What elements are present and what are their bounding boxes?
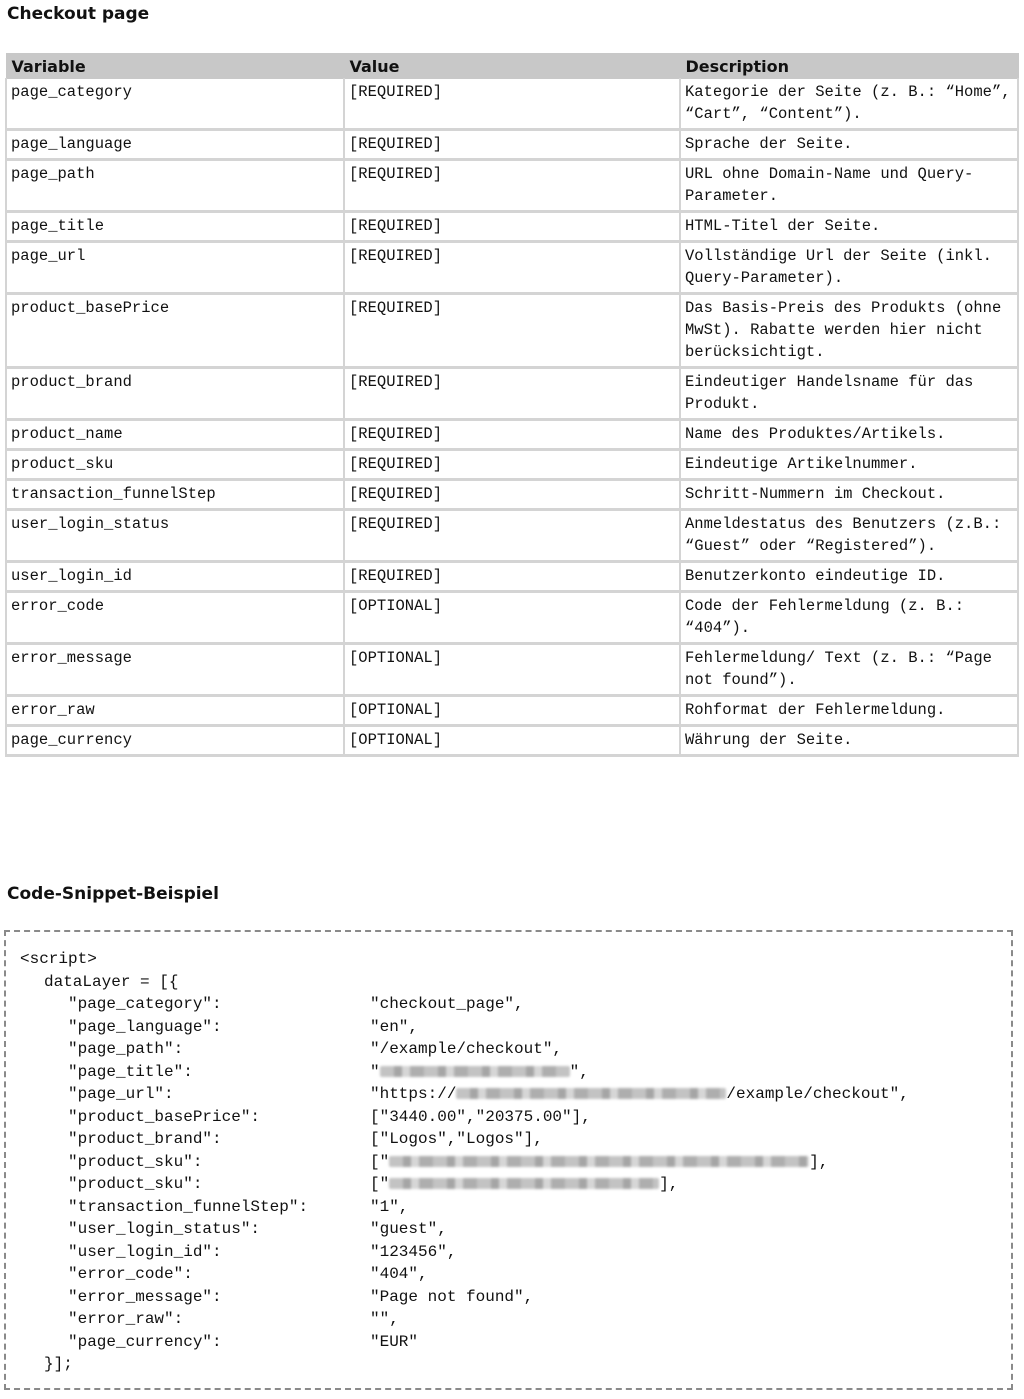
code-line [20, 1173, 909, 1196]
description-cell: Das Basis-Preis des Produkts (ohne MwSt). Rabatte werden hier nicht berücksichtigt. [680, 294, 1018, 368]
header-value: Value [344, 54, 680, 79]
description-cell: Anmeldestatus des Benutzers (z.B.: “Guest” oder “Registered”). [680, 510, 1018, 562]
code-key: "page_path": [68, 1040, 184, 1058]
description-cell: Kategorie der Seite (z. B.: “Home”, “Cart”, “Content”). [680, 79, 1018, 130]
value-cell: [REQUIRED] [344, 480, 680, 510]
variable-cell: transaction_funnelStep [6, 480, 344, 510]
value-cell: [REQUIRED] [344, 510, 680, 562]
value-cell: [OPTIONAL] [344, 726, 680, 756]
code-key: "page_currency": [68, 1332, 222, 1351]
code-value: "1", [370, 1197, 409, 1216]
variable-cell: page_category [6, 79, 344, 130]
code-key: "error_message": [68, 1287, 222, 1306]
header-description: Description [680, 54, 1018, 79]
code-value: "en", [370, 1017, 419, 1036]
variable-cell: error_code [6, 592, 344, 644]
value-cell: [REQUIRED] [344, 562, 680, 592]
variables-table [5, 53, 1019, 757]
variable-cell: product_sku [6, 450, 344, 480]
code-value-suffix: ], [809, 1152, 829, 1171]
code-key: "page_language": [68, 1017, 222, 1036]
table-row [6, 592, 1018, 644]
code-snippet-box [4, 930, 1013, 1390]
value-cell: [REQUIRED] [344, 368, 680, 420]
code-snippet-heading: Code-Snippet-Beispiel [7, 884, 219, 904]
variable-cell: product_basePrice [6, 294, 344, 368]
table-body [6, 79, 1018, 756]
code-value-prefix: [" [370, 1175, 390, 1193]
table-row [6, 79, 1018, 130]
code-open-line: dataLayer = [{ [44, 972, 179, 991]
variable-cell: user_login_id [6, 562, 344, 592]
code-line [20, 1218, 909, 1241]
variable-cell: error_message [6, 644, 344, 696]
code-block [20, 948, 909, 1376]
code-value-suffix: ", [569, 1062, 589, 1081]
variable-cell: page_title [6, 212, 344, 242]
value-cell: [OPTIONAL] [344, 644, 680, 696]
code-value-prefix: "https:// [370, 1085, 457, 1103]
code-value: "/example/checkout", [370, 1040, 563, 1058]
table-row [6, 212, 1018, 242]
description-cell: URL ohne Domain-Name und Query-Parameter. [680, 160, 1018, 212]
code-close-line: }]; [44, 1355, 73, 1373]
code-key: "user_login_status": [68, 1220, 261, 1238]
value-cell: [REQUIRED] [344, 294, 680, 368]
variable-cell: page_path [6, 160, 344, 212]
code-line [20, 1083, 909, 1106]
variable-cell: page_language [6, 130, 344, 160]
variable-cell: error_raw [6, 696, 344, 726]
redacted-value [456, 1088, 726, 1099]
redacted-value [380, 1066, 570, 1077]
value-cell: [OPTIONAL] [344, 696, 680, 726]
code-key: "page_category": [68, 995, 222, 1013]
table-row [6, 450, 1018, 480]
value-cell: [REQUIRED] [344, 420, 680, 450]
code-value: "123456", [370, 1242, 457, 1261]
table-row [6, 644, 1018, 696]
code-line [20, 1331, 909, 1354]
description-cell: Fehlermeldung/ Text (z. B.: “Page not found”). [680, 644, 1018, 696]
description-cell: Rohformat der Fehlermeldung. [680, 696, 1018, 726]
description-cell: Schritt-Nummern im Checkout. [680, 480, 1018, 510]
code-key: "product_basePrice": [68, 1107, 261, 1126]
code-line [20, 1196, 909, 1219]
table-header-row [6, 54, 1018, 79]
variable-cell: user_login_status [6, 510, 344, 562]
value-cell: [REQUIRED] [344, 450, 680, 480]
code-key: "product_sku": [68, 1152, 203, 1171]
table-row [6, 160, 1018, 212]
description-cell: Eindeutige Artikelnummer. [680, 450, 1018, 480]
code-line [20, 1106, 909, 1129]
code-value: ["Logos","Logos"], [370, 1130, 543, 1148]
redacted-value [389, 1178, 659, 1189]
code-line [20, 1308, 909, 1331]
value-cell: [REQUIRED] [344, 212, 680, 242]
code-key: "error_raw": [68, 1310, 184, 1328]
value-cell: [REQUIRED] [344, 242, 680, 294]
description-cell: Eindeutiger Handelsname für das Produkt. [680, 368, 1018, 420]
variable-cell: product_brand [6, 368, 344, 420]
table-row [6, 130, 1018, 160]
code-key: "page_url": [68, 1085, 174, 1103]
code-value-suffix: ], [659, 1175, 679, 1193]
table-row [6, 480, 1018, 510]
code-key: "transaction_funnelStep": [68, 1197, 309, 1216]
table-row [6, 510, 1018, 562]
table-row [6, 242, 1018, 294]
variable-cell: product_name [6, 420, 344, 450]
table-row [6, 294, 1018, 368]
checkout-page-heading: Checkout page [7, 4, 150, 24]
code-value: ["3440.00","20375.00"], [370, 1107, 591, 1126]
description-cell: Benutzerkonto eindeutige ID. [680, 562, 1018, 592]
code-value-prefix: " [370, 1062, 380, 1081]
description-cell: Vollständige Url der Seite (inkl. Query-Parameter). [680, 242, 1018, 294]
code-key: "user_login_id": [68, 1242, 222, 1261]
code-key: "product_brand": [68, 1130, 222, 1148]
code-line [20, 993, 909, 1016]
code-line [20, 1286, 909, 1309]
value-cell: [OPTIONAL] [344, 592, 680, 644]
description-cell: Währung der Seite. [680, 726, 1018, 756]
code-entries [20, 993, 909, 1353]
table-row [6, 368, 1018, 420]
value-cell: [REQUIRED] [344, 130, 680, 160]
description-cell: Name des Produktes/Artikels. [680, 420, 1018, 450]
header-variable: Variable [6, 54, 344, 79]
table-row [6, 696, 1018, 726]
code-value: "", [370, 1310, 399, 1328]
code-value: "EUR" [370, 1332, 419, 1351]
description-cell: Code der Fehlermeldung (z. B.: “404”). [680, 592, 1018, 644]
code-line [20, 1061, 909, 1084]
code-line [20, 1263, 909, 1286]
variable-cell: page_currency [6, 726, 344, 756]
code-value: "checkout_page", [370, 995, 524, 1013]
table-row [6, 562, 1018, 592]
code-value: "Page not found", [370, 1287, 534, 1306]
code-line [20, 1241, 909, 1264]
value-cell: [REQUIRED] [344, 160, 680, 212]
description-cell: HTML-Titel der Seite. [680, 212, 1018, 242]
table-row [6, 420, 1018, 450]
redacted-value [389, 1156, 809, 1167]
code-line [20, 1016, 909, 1039]
code-key: "product_sku": [68, 1175, 203, 1193]
code-line [20, 1038, 909, 1061]
description-cell: Sprache der Seite. [680, 130, 1018, 160]
code-value-suffix: /example/checkout", [726, 1085, 909, 1103]
code-line [20, 1128, 909, 1151]
code-line [20, 1151, 909, 1174]
code-value: "guest", [370, 1220, 447, 1238]
code-open-tag: <script> [20, 950, 97, 968]
code-value: "404", [370, 1265, 428, 1283]
code-value-prefix: [" [370, 1152, 390, 1171]
code-key: "page_title": [68, 1062, 193, 1081]
code-key: "error_code": [68, 1265, 193, 1283]
table-row [6, 726, 1018, 756]
value-cell: [REQUIRED] [344, 79, 680, 130]
variable-cell: page_url [6, 242, 344, 294]
